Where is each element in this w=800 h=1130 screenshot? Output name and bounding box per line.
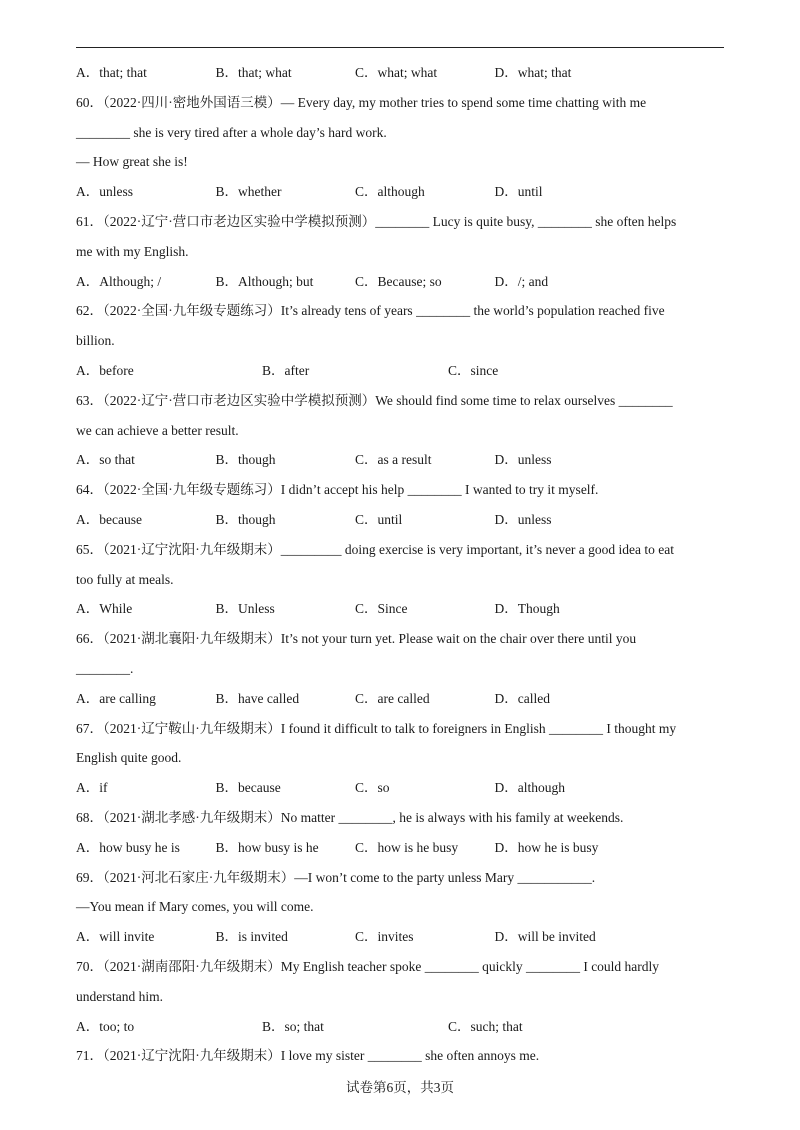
answer-option: C．invites xyxy=(355,929,414,945)
answer-option: D．until xyxy=(494,184,543,200)
question-line: ________. xyxy=(76,660,134,676)
answer-option: D．what; that xyxy=(494,65,572,80)
answer-options xyxy=(76,833,724,863)
answer-option: B．that; what xyxy=(215,65,292,80)
answer-option: B．whether xyxy=(215,184,282,200)
answer-option: C．are called xyxy=(355,690,430,706)
page-footer: 试卷第6页，共3页 xyxy=(346,1080,454,1095)
question-line: 66．（2021·湖北襄阳·九年级期末）It’s not your turn yet. Please wait on the chair over there until you xyxy=(76,631,637,647)
answer-option: D．although xyxy=(494,780,565,796)
answer-option: B．though xyxy=(215,452,276,468)
question-line: me with my English. xyxy=(76,243,189,259)
answer-option: C．so xyxy=(355,780,390,796)
answer-options xyxy=(76,1012,724,1042)
answer-option: A．that; that xyxy=(76,65,147,80)
question-line: 71．（2021·辽宁沈阳·九年级期末）I love my sister ________ she often annoys me. xyxy=(76,1048,540,1064)
answer-option: D．how he is busy xyxy=(494,839,599,855)
answer-option: B．so; that xyxy=(262,1018,324,1034)
answer-option: B．because xyxy=(215,780,281,796)
answer-option: C．as a result xyxy=(355,452,432,468)
answer-option: A．will invite xyxy=(76,929,155,945)
answer-options xyxy=(76,58,724,88)
answer-options xyxy=(76,922,724,952)
answer-option: A．before xyxy=(76,362,134,378)
header-rule xyxy=(76,47,724,48)
answer-option: A．unless xyxy=(76,184,133,200)
question-line: 68．（2021·湖北孝感·九年级期末）No matter ________, he is always with his family at weekends. xyxy=(76,809,624,825)
answer-option: C．how is he busy xyxy=(355,839,459,855)
question-line: 70．（2021·湖南邵阳·九年级期末）My English teacher spoke ________ quickly ________ I could hardly xyxy=(76,958,660,974)
answer-option: C．until xyxy=(355,511,403,527)
answer-options xyxy=(76,594,724,624)
question-sheet xyxy=(76,58,724,1071)
answer-option: C．although xyxy=(355,184,425,200)
question-line: 69．（2021·河北石家庄·九年级期末）—I won’t come to the party unless Mary ___________. xyxy=(76,869,596,885)
question-line: English quite good. xyxy=(76,750,182,766)
question-line: too fully at meals. xyxy=(76,571,174,587)
question-line: understand him. xyxy=(76,988,163,1004)
answer-option: C．Since xyxy=(355,601,408,617)
answer-options xyxy=(76,773,724,803)
answer-options xyxy=(76,445,724,475)
answer-option: A．so that xyxy=(76,452,135,468)
answer-option: D．unless xyxy=(494,511,552,527)
answer-options xyxy=(76,267,724,297)
answer-option: D．will be invited xyxy=(494,929,596,945)
answer-option: B．after xyxy=(262,362,310,378)
answer-option: B．Unless xyxy=(215,601,275,617)
answer-option: A．if xyxy=(76,780,108,796)
answer-option: B．have called xyxy=(215,690,300,706)
question-line: — How great she is! xyxy=(76,154,188,170)
question-line: 62．（2022·全国·九年级专题练习）It’s already tens of years ________ the world’s population reached five xyxy=(76,303,665,319)
answer-option: C．such; that xyxy=(448,1018,523,1034)
answer-option: A．how busy he is xyxy=(76,839,180,855)
answer-option: D．unless xyxy=(494,452,552,468)
question-line: —You mean if Mary comes, you will come. xyxy=(76,899,314,915)
question-line: billion. xyxy=(76,333,115,349)
answer-option: C．what; what xyxy=(355,65,438,80)
question-line: we can achieve a better result. xyxy=(76,422,239,438)
answer-option: B．is invited xyxy=(215,929,288,945)
answer-option: B．Although; but xyxy=(215,273,314,289)
question-line: 61．（2022·辽宁·营口市老边区实验中学模拟预测）________ Lucy is quite busy, ________ she often helps xyxy=(76,213,677,229)
answer-option: A．While xyxy=(76,601,133,617)
answer-option: B．how busy is he xyxy=(215,839,319,855)
answer-options xyxy=(76,684,724,714)
answer-option: A．too; to xyxy=(76,1018,135,1034)
question-line: 64．（2022·全国·九年级专题练习）I didn’t accept his help ________ I wanted to try it myself. xyxy=(76,482,599,498)
question-line: 63．（2022·辽宁·营口市老边区实验中学模拟预测）We should find some time to relax ourselves ________ xyxy=(76,392,673,408)
answer-option: A．are calling xyxy=(76,690,156,706)
answer-option: C．since xyxy=(448,362,499,378)
answer-options xyxy=(76,356,724,386)
answer-option: A．Although; / xyxy=(76,273,162,289)
answer-option: B．though xyxy=(215,511,276,527)
question-line: 67．（2021·辽宁鞍山·九年级期末）I found it difficult to talk to foreigners in English ________ I thought my xyxy=(76,720,677,736)
question-line: 60．（2022·四川·密地外国语三模）— Every day, my mother tries to spend some time chatting with me xyxy=(76,94,647,110)
answer-options xyxy=(76,505,724,535)
answer-option: A．because xyxy=(76,511,142,527)
question-line: 65．（2021·辽宁沈阳·九年级期末）_________ doing exercise is very important, it’s never a good idea to eat xyxy=(76,541,675,557)
question-line: ________ she is very tired after a whole day’s hard work. xyxy=(76,124,387,140)
answer-option: D．called xyxy=(494,690,550,706)
answer-option: C．Because; so xyxy=(355,273,442,289)
answer-option: D．/; and xyxy=(494,273,549,289)
answer-options xyxy=(76,177,724,207)
answer-option: D．Though xyxy=(494,601,560,617)
